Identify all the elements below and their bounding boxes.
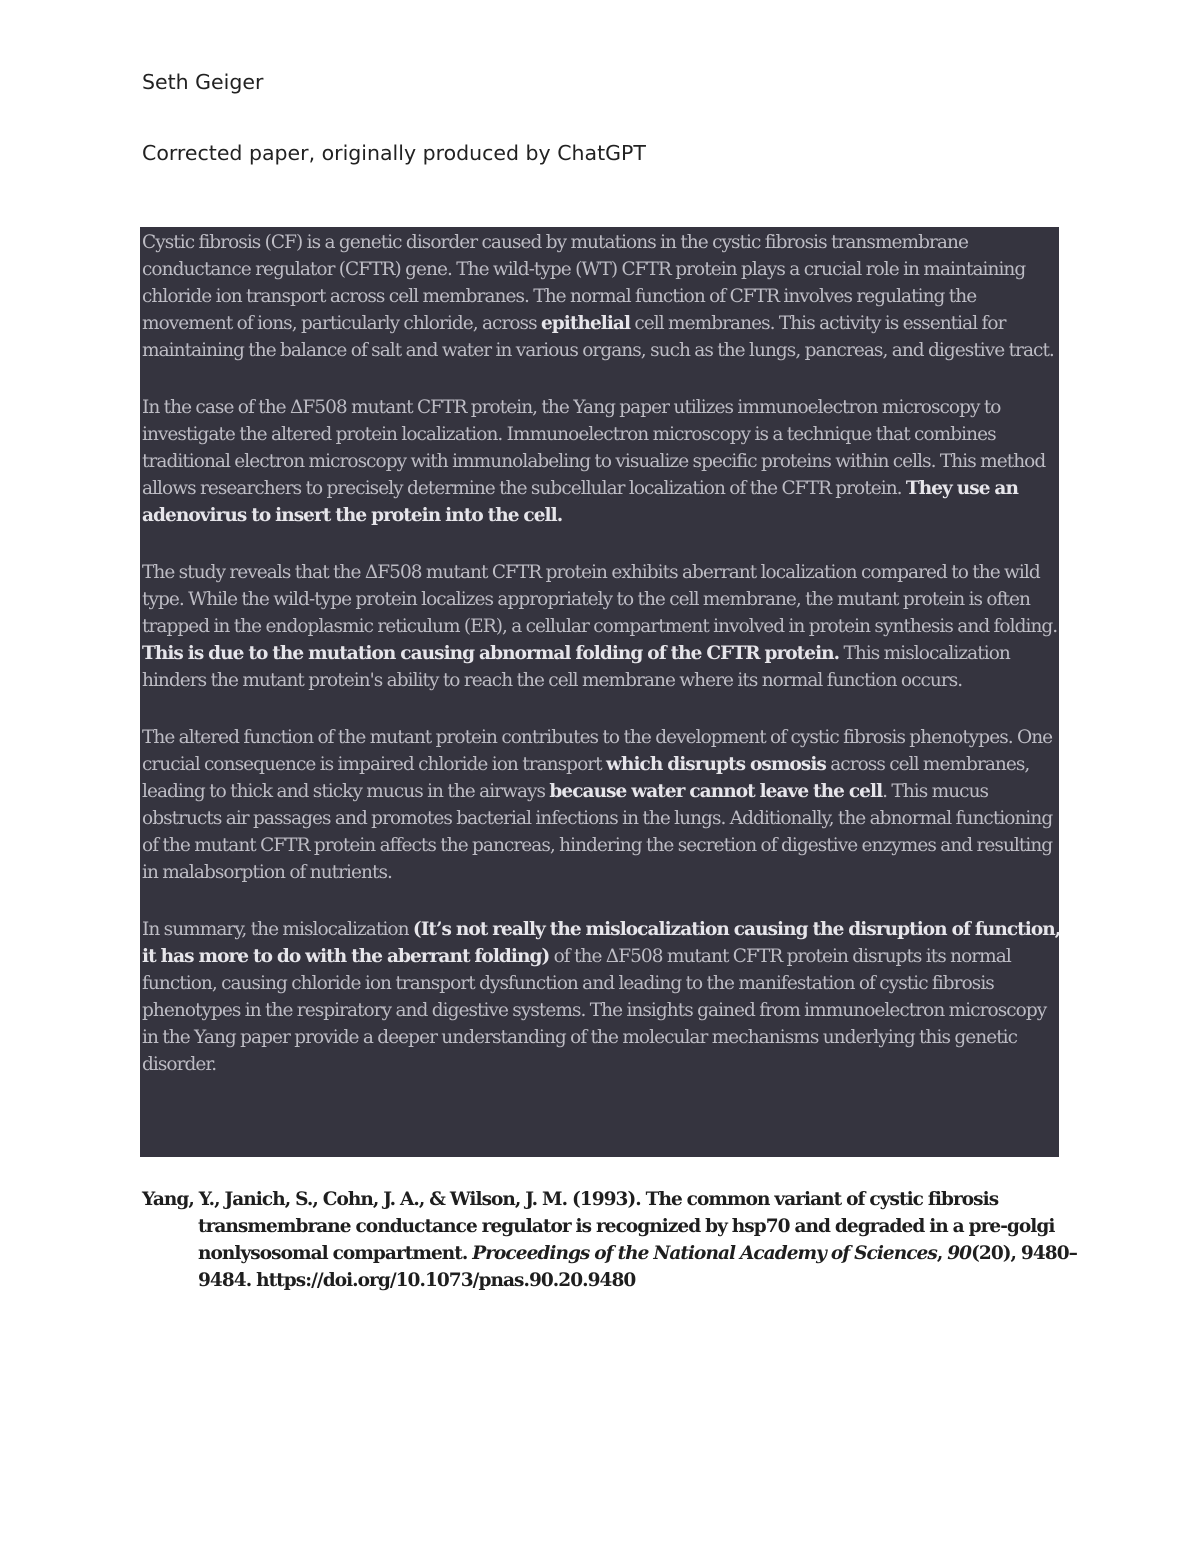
text-run: Cystic fibrosis (CF) is a genetic disorder caused by mutations in the cystic fibrosis transmembrane conductance regulator (CFTR) gene. The wild-type (WT) CFTR protein plays a crucial role in maintaining chloride ion transport across cell membranes. The normal function of CFTR involves regulating the movement of ions, particularly chloride, across bbox=[142, 232, 1026, 335]
body-paragraph bbox=[142, 559, 1064, 694]
bold-annotation: because water cannot leave the cell bbox=[549, 780, 883, 802]
text-run: , bbox=[936, 1243, 948, 1265]
author-name: Seth Geiger bbox=[142, 70, 264, 94]
text-run: across cell membranes, leading to thick and sticky mucus in the airways bbox=[142, 753, 1030, 802]
text-run: In the case of the ΔF508 mutant CFTR protein, the Yang paper utilizes immunoelectron microscopy to investigate the altered protein localization. Immunoelectron microscopy is a technique that combines traditional electron microscopy with immunolabeling to visualize specific proteins within cells. This method allows researchers to precisely determine the subcellular localization of the CFTR protein. bbox=[142, 396, 1046, 500]
body-paragraph bbox=[142, 724, 1064, 887]
body-paragraph bbox=[142, 394, 1064, 529]
italic-text: Proceedings of the National Academy of Sciences bbox=[472, 1243, 937, 1265]
body-paragraph bbox=[142, 229, 1064, 364]
bold-annotation: (It’s not really the mislocalization causing the disruption of function, it has more to do with the aberrant folding) bbox=[142, 918, 1061, 967]
text-run: . This mucus obstructs air passages and promotes bacterial infections in the lungs. Additionally, the abnormal functioning of the mutant CFTR protein affects the pancreas, hindering the secretion of digestive enzymes and resulting in malabsorption of nutrients. bbox=[142, 780, 1053, 884]
document-subtitle: Corrected paper, originally produced by ChatGPT bbox=[142, 141, 646, 165]
text-run: The altered function of the mutant protein contributes to the development of cystic fibrosis phenotypes. One crucial consequence is impaired chloride ion transport bbox=[142, 726, 1053, 775]
text-run: (20), 9480–9484. https://doi.org/10.1073/pnas.90.20.9480 bbox=[198, 1243, 1077, 1292]
reference-citation bbox=[142, 1186, 1108, 1294]
text-run: Yang, Y., Janich, S., Cohn, J. A., & Wilson, J. M. (1993). The common variant of cystic fibrosis transmembrane conductance regulator is recognized by hsp70 and degraded in a pre-golgi nonlysosomal compartment. bbox=[142, 1189, 1055, 1265]
paper-body bbox=[142, 229, 1064, 1078]
bold-annotation: They use an adenovirus to insert the protein into the cell. bbox=[142, 478, 1018, 527]
bold-annotation: This is due to the mutation causing abnormal folding of the CFTR protein. bbox=[142, 643, 840, 664]
bold-annotation: epithelial bbox=[540, 313, 631, 335]
text-run: cell membranes. This activity is essential for maintaining the balance of salt and water in various organs, such as the lungs, pancreas, and digestive tract. bbox=[142, 313, 1054, 362]
body-paragraph bbox=[142, 916, 1064, 1079]
text-run: of the ΔF508 mutant CFTR protein disrupts its normal function, causing chloride ion transport dysfunction and leading to the manifestation of cystic fibrosis phenotypes in the respiratory and digestive systems. The insights gained from immunoelectron microscopy in the Yang paper provide a deeper understanding of the molecular mechanisms underlying this genetic disorder. bbox=[142, 945, 1047, 1075]
text-run: The study reveals that the ΔF508 mutant CFTR protein exhibits aberrant localization compared to the wild type. While the wild-type protein localizes appropriately to the cell membrane, the mutant protein is often trapped in the endoplasmic reticulum (ER), a cellular compartment involved in protein synthesis and folding. bbox=[142, 561, 1058, 637]
bold-annotation: which disrupts osmosis bbox=[605, 753, 826, 775]
text-run: This mislocalization hinders the mutant protein's ability to reach the cell membrane where its normal function occurs. bbox=[142, 643, 1010, 692]
text-run: In summary, the mislocalization bbox=[142, 918, 413, 940]
italic-text: 90 bbox=[947, 1243, 972, 1265]
